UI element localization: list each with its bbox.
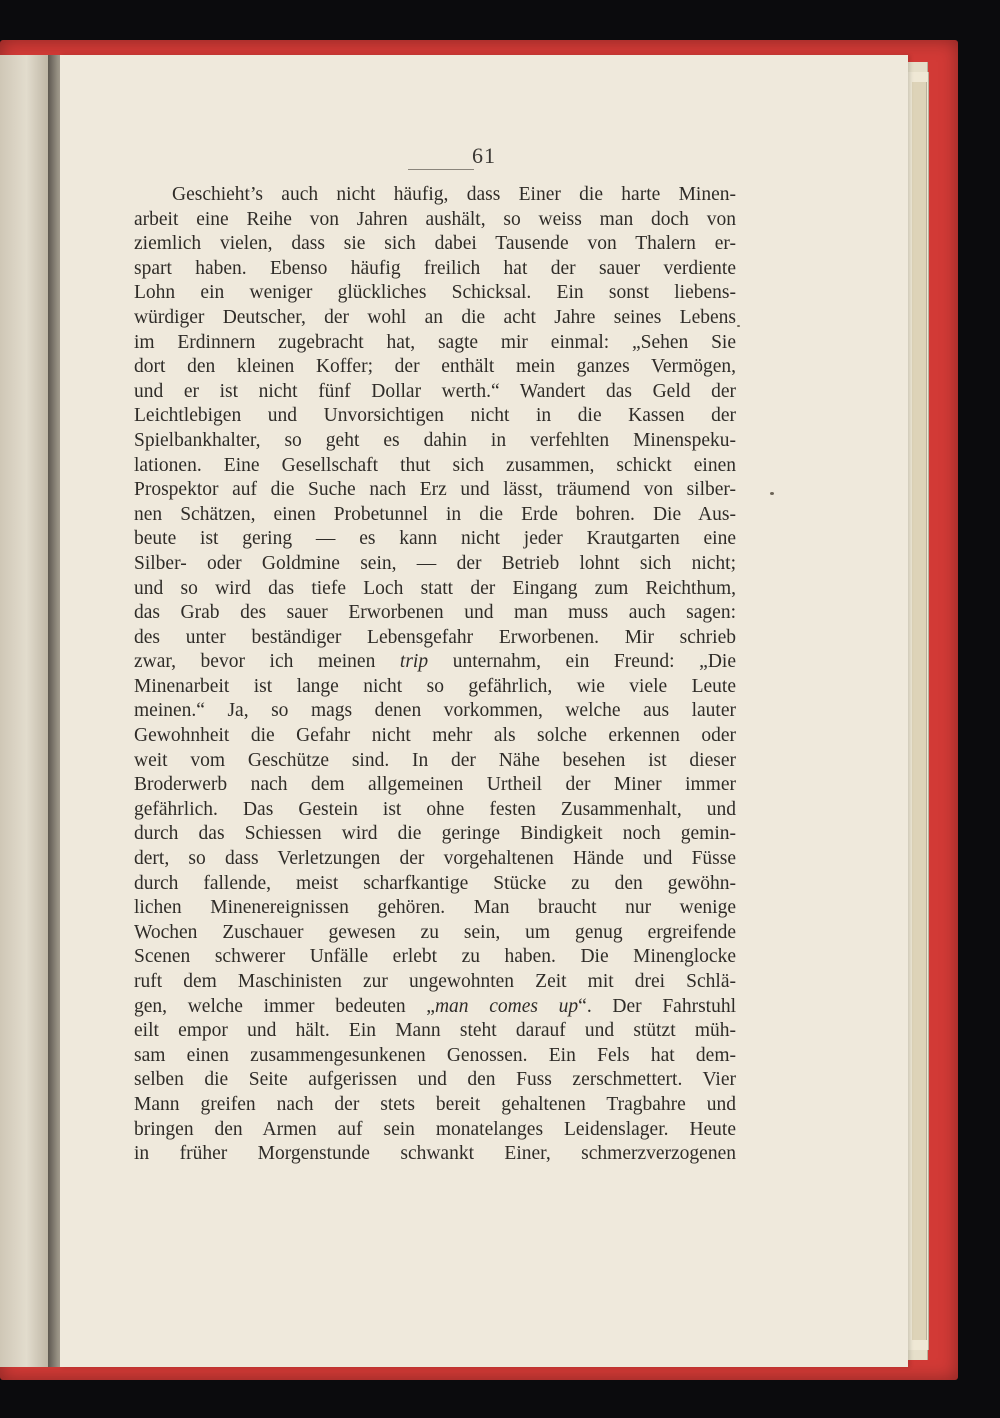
text-line: in früher Morgenstunde schwankt Einer, schmerzverzogenen (134, 1143, 736, 1165)
text-line: dert, so dass Verletzungen der vorgehaltenen Hände und Füsse (134, 848, 736, 870)
text-line: ruft dem Maschinisten zur ungewohnten Zeit mit drei Schlä- (134, 971, 736, 992)
text-line: meinen.“ Ja, so mags denen vorkommen, welche aus lauter (134, 700, 736, 722)
text-line: Broderwerb nach dem allgemeinen Urtheil der Miner immer (134, 774, 736, 796)
text-line: und er ist nicht fünf Dollar werth.“ Wandert das Geld der (134, 380, 736, 402)
text-line: Wochen Zuschauer gewesen zu sein, um genug ergreifende (134, 921, 736, 943)
text-line: Lohn ein weniger glückliches Schicksal. Ein sonst liebens- (134, 282, 736, 304)
paper-speck (770, 492, 774, 495)
text-line: des unter beständiger Lebensgefahr Erworbenen. Mir schrieb (134, 626, 736, 648)
gutter-shadow (48, 55, 60, 1367)
text-line: ziemlich vielen, dass sie sich dabei Tausende von Thalern er- (134, 233, 736, 255)
text-line: Mann greifen nach der stets bereit gehaltenen Tragbahre und (134, 1093, 736, 1115)
text-line: gen, welche immer bedeuten „man comes up“. Der Fahrstuhl (134, 995, 736, 1017)
body-text (134, 183, 736, 1167)
page-edge-stack (912, 82, 927, 1340)
text-line: im Erdinnern zugebracht hat, sagte mir einmal: „Sehen Sie (134, 331, 736, 353)
text-line: arbeit eine Reihe von Jahren aushält, so weiss man doch von (134, 208, 736, 230)
text-line: und so wird das tiefe Loch statt der Eingang zum Reichthum, (134, 577, 736, 599)
text-line: lationen. Eine Gesellschaft thut sich zusammen, schickt einen (134, 454, 736, 476)
text-line: Scenen schwerer Unfälle erlebt zu haben. Die Minenglocke (134, 946, 736, 968)
text-line: lichen Minenereignissen gehören. Man braucht nur wenige (134, 897, 736, 919)
text-line: gefährlich. Das Gestein ist ohne festen Zusammenhalt, und (134, 798, 736, 820)
text-line: würdiger Deutscher, der wohl an die acht Jahre seines Lebens (134, 306, 736, 328)
text-line: bringen den Armen auf sein monatelanges Leidenslager. Heute (134, 1118, 736, 1140)
page-number-rule (408, 169, 474, 170)
text-line: Geschieht’s auch nicht häufig, dass Einer die harte Minen- (172, 184, 736, 205)
page-number: 61 (472, 143, 496, 168)
text-line: das Grab des sauer Erworbenen und man muss auch sagen: (134, 602, 736, 624)
text-line: weit vom Geschütze sind. In der Nähe besehen ist dieser (134, 749, 736, 771)
text-line: Spielbankhalter, so geht es dahin in verfehlten Minenspeku- (134, 429, 736, 451)
book-page (60, 55, 908, 1367)
text-line: eilt empor und hält. Ein Mann steht darauf und stützt müh- (134, 1020, 736, 1042)
text-line: spart haben. Ebenso häufig freilich hat der sauer verdiente (134, 257, 736, 279)
text-line: beute ist gering — es kann nicht jeder Krautgarten eine (134, 528, 736, 550)
text-line: Silber- oder Goldmine sein, — der Betrieb lohnt sich nicht; (134, 552, 736, 574)
text-line: Gewohnheit die Gefahr nicht mehr als solche erkennen oder (134, 725, 736, 747)
left-page-edge (0, 55, 50, 1367)
text-line: durch fallende, meist scharfkantige Stücke zu den gewöhn- (134, 872, 736, 894)
text-line: sam einen zusammengesunkenen Genossen. Ein Fels hat dem- (134, 1044, 736, 1066)
text-line: zwar, bevor ich meinen trip unternahm, ein Freund: „Die (134, 651, 736, 673)
text-line: nen Schätzen, einen Probetunnel in die Erde bohren. Die Aus- (134, 503, 736, 525)
text-line: selben die Seite aufgerissen und den Fuss zerschmettert. Vier (134, 1069, 736, 1091)
text-line: dort den kleinen Koffer; der enthält mein ganzes Vermögen, (134, 356, 736, 378)
text-line: Prospektor auf die Suche nach Erz und lässt, träumend von silber- (134, 479, 736, 501)
text-line: Leichtlebigen und Unvorsichtigen nicht in die Kassen der (134, 405, 736, 427)
paper-speck (737, 325, 740, 327)
text-line: Minenarbeit ist lange nicht so gefährlich, wie viele Leute (134, 675, 736, 697)
text-line: durch das Schiessen wird die geringe Bindigkeit noch gemin- (134, 823, 736, 845)
